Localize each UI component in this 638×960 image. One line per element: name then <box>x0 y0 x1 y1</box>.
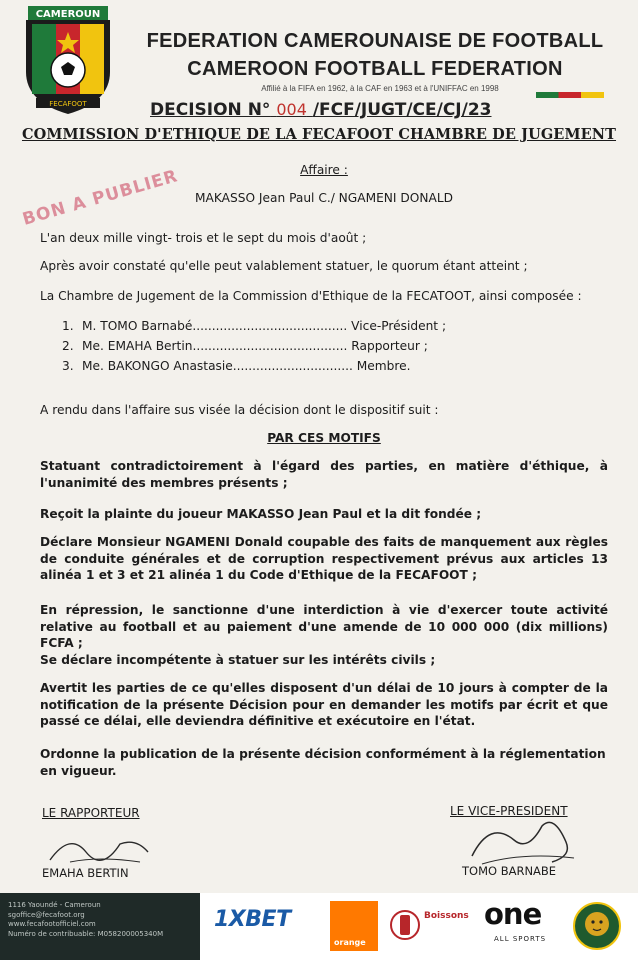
paragraph-declare: Déclare Monsieur NGAMENI Donald coupable des faits de manquement aux règles de conduite générales et de corruption respectivement prévus aux articles 13 alinéa 1 et 3 et 21 alinéa 1 du Code d'Ethique de la FECAFOOT ; <box>40 535 608 582</box>
rapporteur-name: EMAHA BERTIN <box>42 866 129 880</box>
fecafoot-logo-icon <box>18 6 118 118</box>
lion-badge-icon <box>572 899 622 953</box>
list-item <box>62 336 482 356</box>
decision-prefix: DECISION N° <box>150 100 271 120</box>
boissons-logo <box>390 903 476 947</box>
federation-name-fr: FEDERATION CAMEROUNAISE DE FOOTBALL <box>146 30 604 52</box>
1xbet-logo: 1XBET <box>214 907 291 932</box>
orange-logo-text: orange <box>334 938 366 947</box>
one-all-sports-tagline: ALL SPORTS <box>494 935 547 943</box>
svg-text:CAMEROUN: CAMEROUN <box>35 9 101 20</box>
paragraph-ordonne: Ordonne la publication de la présente décision conformément à la réglementation en vigueur. <box>40 747 606 778</box>
motifs-heading: PAR CES MOTIFS <box>267 431 381 445</box>
affaire-parties: MAKASSO Jean Paul C./ NGAMENI DONALD <box>195 191 453 205</box>
member-text: Me. BAKONGO Anastasie............................... Membre. <box>82 359 411 373</box>
affaire-label: Affaire : <box>300 163 348 177</box>
paragraph-statuant: Statuant contradictoirement à l'égard des parties, en matière d'éthique, à l'unanimité des membres présents ; <box>40 459 608 490</box>
member-text: Me. EMAHA Bertin........................................ Rapporteur ; <box>82 339 428 353</box>
affiliation-note: Affilié à la FIFA en 1962, à la CAF en 1963 et à l'UNIFFAC en 1998 <box>261 84 499 93</box>
orange-logo <box>330 901 378 951</box>
paragraph-incompetente: Se déclare incompétente à statuer sur les intérêts civils ; <box>40 653 436 667</box>
contact-website: www.fecafootofficiel.com <box>8 920 96 928</box>
member-text: M. TOMO Barnabé........................................ Vice-Président ; <box>82 319 447 333</box>
vice-president-title: LE VICE-PRESIDENT <box>450 804 568 818</box>
federation-name-en: CAMEROON FOOTBALL FEDERATION <box>187 58 563 80</box>
contact-email: sgoffice@fecafoot.org <box>8 910 85 919</box>
list-item <box>62 356 482 376</box>
list-item <box>62 316 482 336</box>
paragraph-repression: En répression, le sanctionne d'une interdiction à vie d'exercer toute activité relative au football et au paiement d'une amende de 10 000 000 (dix millions) FCFA ; <box>40 603 608 650</box>
member-number: 3. <box>62 359 74 373</box>
bon-a-publier-stamp: BON A PUBLIER <box>20 166 181 230</box>
members-list <box>62 316 482 376</box>
composition-line: La Chambre de Jugement de la Commission d'Ethique de la FECATOOT, ainsi composée : <box>40 289 582 303</box>
rapporteur-signature-icon <box>40 822 160 872</box>
contact-taxpayer: Numéro de contribuable: M058200005340M <box>8 929 164 938</box>
footer-contact <box>0 893 200 960</box>
footer-sponsors <box>0 893 638 960</box>
federation-name <box>120 27 630 83</box>
vice-president-name: TOMO BARNABE <box>462 864 557 878</box>
decision-suffix: /FCF/JUGT/CE/CJ/23 <box>312 100 492 120</box>
commission-title: COMMISSION D'ETHIQUE DE LA FECAFOOT CHAMBRE DE JUGEMENT <box>21 126 617 143</box>
decision-reference <box>150 100 492 120</box>
boissons-emblem-icon <box>390 907 420 943</box>
member-number: 2. <box>62 339 74 353</box>
boissons-text: Boissons <box>424 911 469 921</box>
paragraph-recoit: Reçoit la plainte du joueur MAKASSO Jean Paul et la dit fondée ; <box>40 507 482 521</box>
flag-stripe <box>536 92 604 98</box>
member-number: 1. <box>62 319 74 333</box>
svg-text:FECAFOOT: FECAFOOT <box>49 100 87 108</box>
decision-number: 004 <box>276 100 307 119</box>
date-line: L'an deux mille vingt- trois et le sept du mois d'août ; <box>40 231 367 245</box>
rapporteur-title: LE RAPPORTEUR <box>42 806 140 820</box>
paragraph-avertit: Avertit les parties de ce qu'elles disposent d'un délai de 10 jours à compter de la notification de la présente Décision pour en demander les motifs par écrit et que passé ce délai, elle deviendra définitive et exécutoire en l'état. <box>40 681 608 728</box>
quorum-line: Après avoir constaté qu'elle peut valablement statuer, le quorum étant atteint ; <box>40 259 528 273</box>
contact-address: 1116 Yaoundé - Cameroun <box>8 901 101 909</box>
rendered-line: A rendu dans l'affaire sus visée la décision dont le dispositif suit : <box>40 403 439 417</box>
one-all-sports-logo: one <box>484 897 542 931</box>
